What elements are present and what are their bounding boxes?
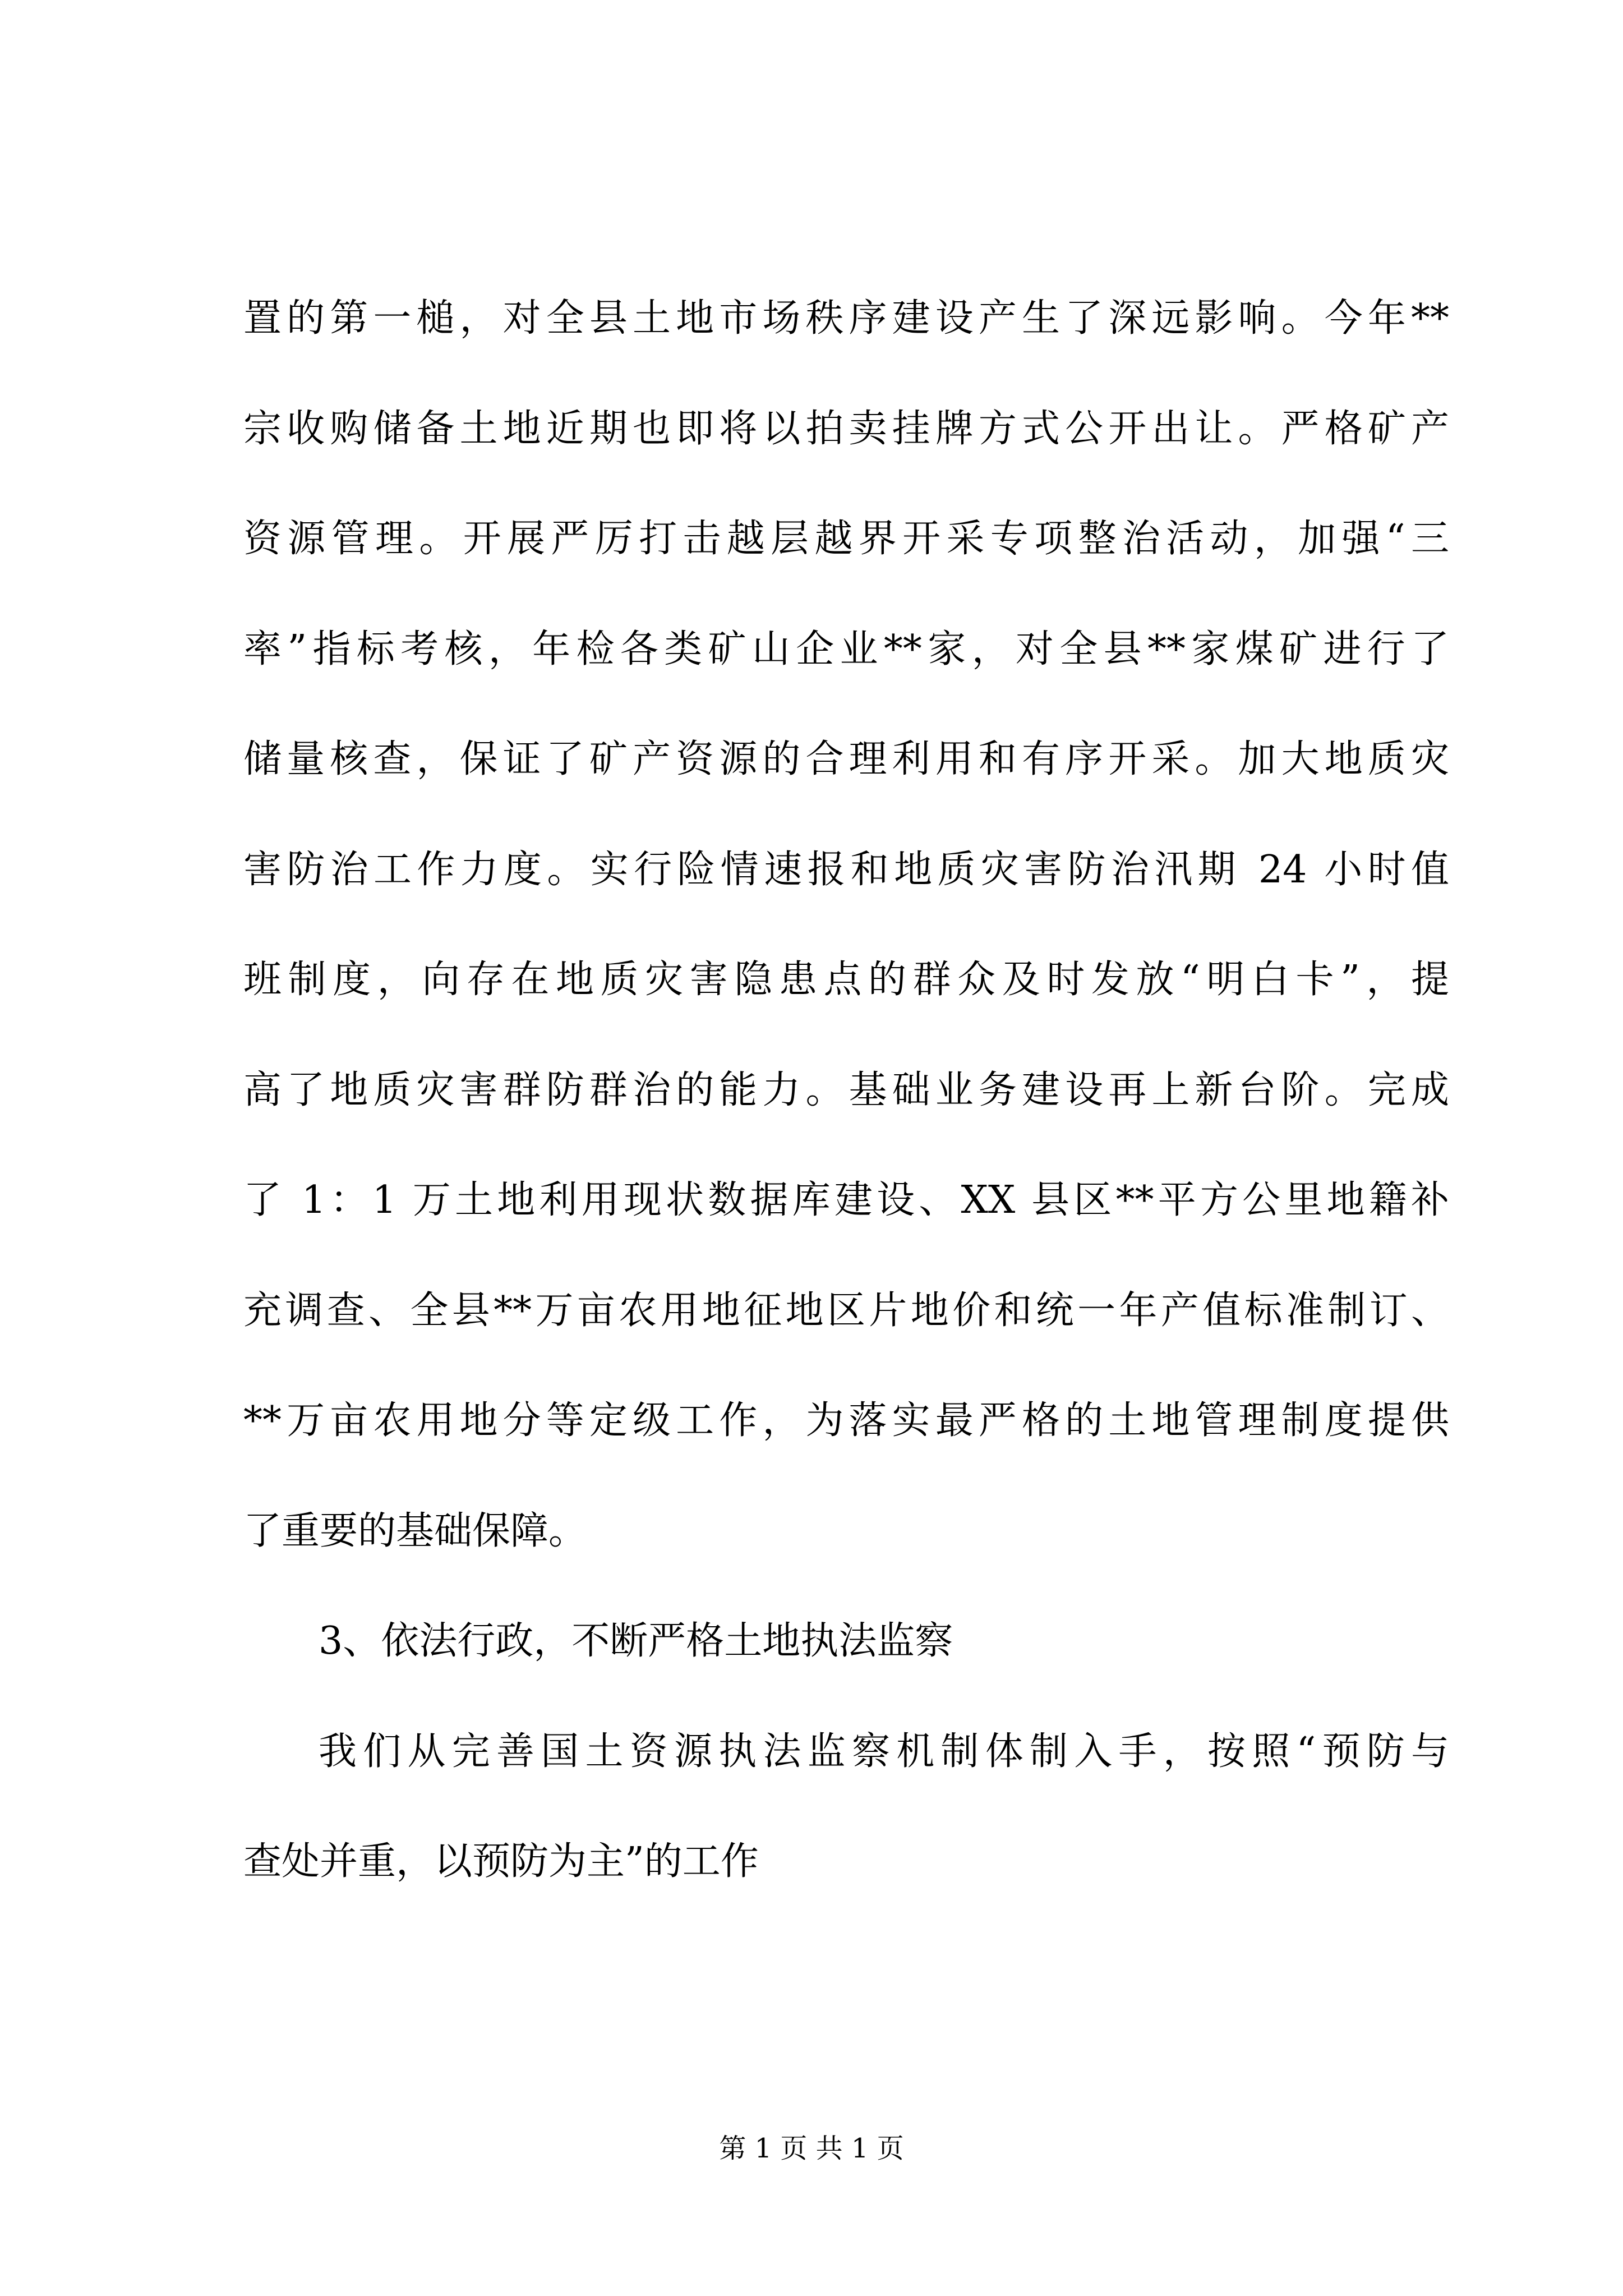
paragraph-line: 害防治工作力度。实行险情速报和地质灾害防治汛期 24 小时值 [243,847,1449,892]
paragraph-line: 我们从完善国土资源执法监察机制体制入手，按照“预防与 [319,1729,1449,1774]
paragraph-line: 充调查、全县**万亩农用地征地区片地价和统一年产值标准制订、 [243,1288,1449,1333]
body-text [243,264,1449,1917]
paragraph-line: 资源管理。开展严厉打击越层越界开采专项整治活动，加强“三 [243,517,1449,561]
paragraph-line: 了 1：1 万土地利用现状数据库建设、XX 县区**平方公里地籍补 [243,1178,1449,1222]
paragraph-line: **万亩农用地分等定级工作，为落实最严格的土地管理制度提供 [243,1398,1449,1443]
paragraph-line: 置的第一槌，对全县土地市场秩序建设产生了深远影响。今年** [243,296,1449,341]
paragraph-line: 查处并重，以预防为主”的工作 [243,1839,759,1884]
paragraph-line: 储量核查，保证了矿产资源的合理利用和有序开采。加大地质灾 [243,737,1449,781]
paragraph-line: 了重要的基础保障。 [243,1508,587,1553]
paragraph-line: 率”指标考核，年检各类矿山企业**家，对全县**家煤矿进行了 [243,627,1449,671]
section-heading: 3、依法行政，不断严格土地执法监察 [319,1619,953,1663]
paragraph-line: 高了地质灾害群防群治的能力。基础业务建设再上新台阶。完成 [243,1068,1449,1112]
page-number-footer: 第 1 页 共 1 页 [719,2133,904,2164]
paragraph-line: 宗收购储备土地近期也即将以拍卖挂牌方式公开出让。严格矿产 [243,406,1449,451]
paragraph-line: 班制度，向存在地质灾害隐患点的群众及时发放“明白卡”，提 [243,958,1449,1002]
